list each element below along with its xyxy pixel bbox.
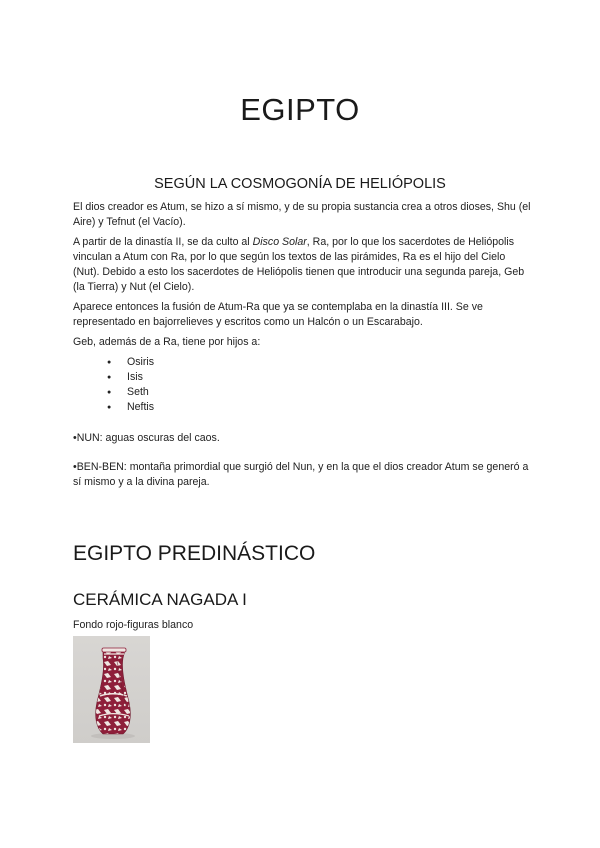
- paragraph-geb: Geb, además de a Ra, tiene por hijos a:: [73, 336, 261, 348]
- paragraph-text: A partir de la dinastía II, se da culto al: [73, 236, 253, 248]
- list-item: ● Osiris: [127, 355, 533, 370]
- definition-benben: •BEN-BEN: montaña primordial que surgió del Nun, y en la que el dios creador Atum se generó a sí mismo y a la divina pareja.: [73, 461, 529, 488]
- paragraph-emphasis: Disco Solar: [252, 236, 307, 248]
- vase-illustration: [73, 636, 150, 743]
- image-caption: Fondo rojo-figuras blanco: [73, 619, 194, 631]
- paragraph-atum-ra: Aparece entonces la fusión de Atum-Ra que ya se contemplaba en la dinastía III. Se ve representado en bajorrelieves y escritos como un Halcón o un Escarabajo.: [73, 301, 483, 328]
- list-item: ● Seth: [127, 385, 533, 400]
- cosmogony-heading: SEGÚN LA COSMOGONÍA DE HELIÓPOLIS: [154, 176, 446, 192]
- section-heading: EGIPTO PREDINÁSTICO: [73, 542, 316, 565]
- page-title: EGIPTO: [240, 92, 360, 127]
- paragraph-text: , Ra, por lo que los sacerdotes de Heliópolis vinculan a Atum con Ra, por lo que según los textos de las pirámides, Ra es el hijo del Cielo (Nut). Debido a esto los sacerdotes de Heliópolis tienen que introducir una segunda pareja, Geb (la Tierra) y Nut (el Cielo).: [73, 236, 525, 293]
- nagada-vase-photo: [73, 636, 150, 743]
- paragraph-disco-solar: [73, 235, 533, 295]
- subsection-heading: CERÁMICA NAGADA I: [73, 590, 247, 609]
- list-item: ● Neftis: [127, 400, 533, 415]
- list-item: ● Isis: [127, 370, 533, 385]
- definition-nun: •NUN: aguas oscuras del caos.: [73, 432, 220, 444]
- paragraph-atum: El dios creador es Atum, se hizo a sí mismo, y de su propia sustancia crea a otros dioses, Shu (el Aire) y Tefnut (el Vacío).: [73, 201, 531, 228]
- cosmogony-body: [73, 200, 533, 504]
- children-list: [73, 355, 533, 415]
